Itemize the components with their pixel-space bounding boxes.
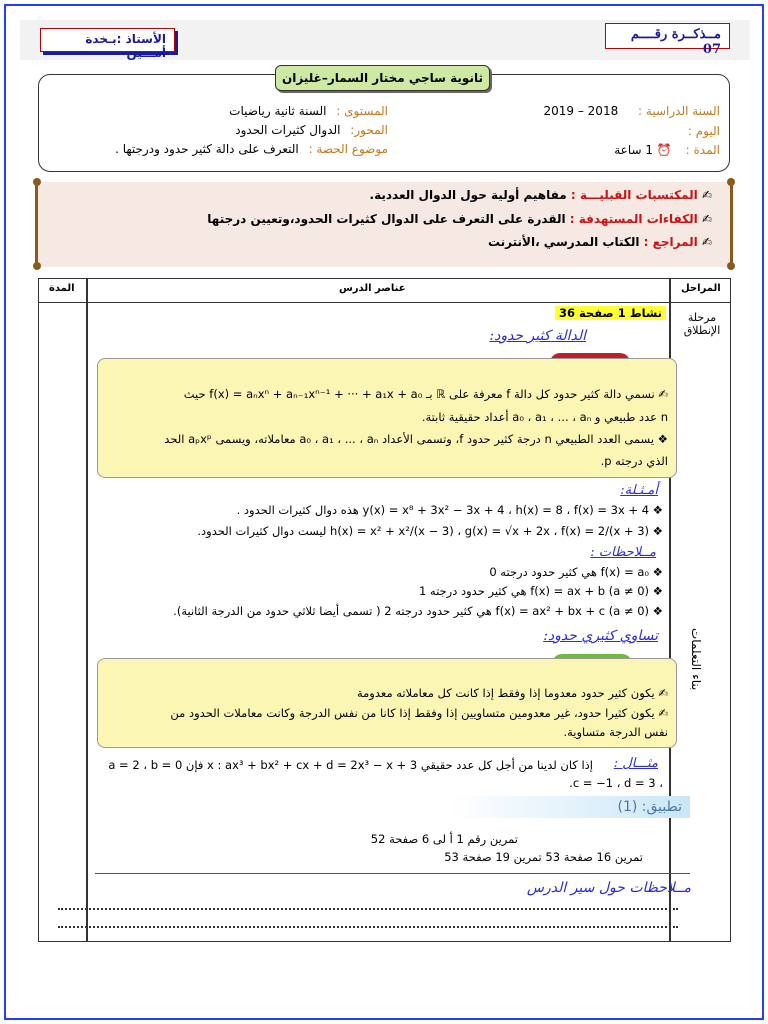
section-separator bbox=[95, 873, 690, 874]
stage-launch: مرحلة الإنطلاق bbox=[683, 311, 721, 337]
skills-label: الكفاءات المستهدفة : bbox=[569, 212, 698, 226]
topic-label: موضوع الحصة : bbox=[308, 142, 388, 156]
pencil-icon: ✍ bbox=[701, 188, 712, 202]
scroll-pole-right bbox=[730, 182, 733, 267]
example-line-2: ، c = −1 ، d = 3. bbox=[569, 776, 663, 790]
pencil-icon: ✍ bbox=[701, 235, 712, 249]
scroll-pole-left bbox=[35, 182, 38, 267]
note-3: ❖ f(x) = ax² + bx + c (a ≠ 0) هي كثير حدود درجته 2 ( تسمى أيضا ثلاثي حدود من الدرجة الثانية). bbox=[173, 604, 663, 618]
level-label: المستوى : bbox=[336, 104, 388, 118]
refs-value: الكتاب المدرسي ،الأنترنت bbox=[487, 235, 640, 249]
thm-line-3: نفس الدرجة متساوية. bbox=[563, 725, 668, 739]
def-line-4: الذي درجته p. bbox=[600, 454, 668, 468]
prior-value: مفاهيم أولية حول الدوال العددية. bbox=[369, 188, 567, 202]
note-1: ❖ f(x) = a₀ هي كثير حدود درجته 0 bbox=[489, 565, 663, 579]
pencil-icon: ✍ bbox=[701, 212, 712, 226]
equality-heading: تساوي كثيري حدود: bbox=[543, 628, 658, 644]
prior-label: المكتسبات القبليـــة : bbox=[570, 188, 698, 202]
def-line-3: ❖ يسمى العدد الطبيعي n درجة كثير حدود f، وتسمى الأعداد a₀ ، a₁ ، ... ، aₙ معاملاته، ويسمى aₚxᵖ الحد bbox=[164, 432, 668, 446]
prior-knowledge bbox=[370, 188, 712, 202]
school-name: ثانوية ساجي مختار السمار–غليزان bbox=[275, 65, 490, 91]
duration-value: 1 ساعة bbox=[614, 143, 654, 157]
stage-build: بناء التعلمات bbox=[689, 627, 703, 691]
target-skills bbox=[207, 212, 712, 226]
level-row bbox=[229, 104, 388, 118]
refs-label: المراجع : bbox=[643, 235, 698, 249]
exercise-line-1: تمرين رقم 1 أ لى 6 صفحة 52 bbox=[370, 832, 518, 846]
references bbox=[488, 235, 712, 249]
remarks-heading: مــلاحظات حول سير الدرس bbox=[526, 880, 691, 896]
example-line-1: إذا كان لدينا من أجل كل عدد حقيقي x : ax³ + bx² + cx + d = 2x³ − x + 3 فإن a = 2 ، b = 0 bbox=[108, 758, 593, 772]
axis-value: الدوال كثيرات الحدود bbox=[235, 123, 341, 137]
year-value: 2018 – 2019 bbox=[543, 104, 619, 118]
examples-heading: أمـثـلة: bbox=[620, 483, 658, 498]
poly-heading: الدالة كثير حدود: bbox=[489, 328, 586, 344]
duration-row bbox=[614, 143, 720, 157]
example-nonpoly: ❖ h(x) = x² + x²/(x − 3) ، g(x) = √x + 2x ، f(x) = 2/(x + 3) ليست دوال كثيرات الحدود. bbox=[197, 524, 663, 538]
col-elements: عناصر الدرس bbox=[339, 283, 406, 294]
level-value: السنة ثانية رياضيات bbox=[229, 104, 327, 118]
exercise-line-2: تمرين 16 صفحة 53 تمرين 19 صفحة 53 bbox=[444, 850, 643, 864]
scroll-knob bbox=[33, 262, 41, 270]
teacher-name: الأستاذ :بـخدة أمـــين bbox=[40, 28, 175, 52]
col-stages: المراحل bbox=[681, 283, 721, 294]
example-heading: مثـــال : bbox=[613, 756, 658, 771]
thm-line-2: ✍ يكون كثيرا حدود، غير معدومين متساويين إذا وفقط إذا كانا من نفس الدرجة وكانت معاملات الحدود من bbox=[170, 706, 668, 720]
notes-heading: مــلاحظات : bbox=[590, 545, 656, 560]
clock-icon: ⏰ bbox=[656, 143, 672, 157]
topic-row bbox=[115, 142, 388, 156]
col-divider bbox=[86, 279, 88, 941]
example-poly: ❖ y(x) = x⁸ + 3x² − 3x + 4 ، h(x) = 8 ، f(x) = 3x + 4 هذه دوال كثيرات الحدود . bbox=[236, 503, 663, 517]
topic-value: التعرف على دالة كثير حدود ودرجتها . bbox=[115, 142, 299, 156]
def-line-1: ✍ نسمي دالة كثير حدود كل دالة f معرفة على ℝ بـ f(x) = aₙxⁿ + aₙ₋₁xⁿ⁻¹ + ··· + a₁x + a₀ حيث bbox=[183, 387, 668, 401]
activity-label: نشاط 1 صفحة 36 bbox=[555, 306, 666, 320]
application-banner: تطبيق: (1) bbox=[450, 796, 690, 818]
day-label: اليوم : bbox=[687, 124, 720, 138]
duration-label: المدة : bbox=[685, 143, 720, 157]
thm-line-1: ✍ يكون كثير حدود معدوما إذا وفقط إذا كانت كل معاملاته معدومة bbox=[356, 686, 668, 700]
dotted-line bbox=[58, 908, 678, 910]
def-line-2: n عدد طبيعي و a₀ ، a₁ ، ... ، aₙ أعداد حقيقية ثابتة. bbox=[421, 410, 668, 424]
requirements-box bbox=[38, 182, 730, 267]
year-label: السنة الدراسية : bbox=[638, 104, 720, 118]
scroll-knob bbox=[727, 178, 735, 186]
scroll-knob bbox=[727, 262, 735, 270]
axis-row bbox=[235, 123, 388, 137]
scroll-knob bbox=[33, 178, 41, 186]
memo-number: مــذكــرة رقــــم 07 bbox=[605, 23, 730, 49]
axis-label: المحور: bbox=[350, 123, 388, 137]
note-2: ❖ f(x) = ax + b (a ≠ 0) هي كثير حدود درجته 1 bbox=[418, 584, 663, 598]
dotted-line bbox=[58, 926, 678, 928]
col-duration: المدة bbox=[49, 283, 75, 294]
skills-value: القدرة على التعرف على الدوال كثيرات الحدود،وتعيين درجتها bbox=[207, 212, 566, 226]
year-row bbox=[543, 104, 720, 118]
